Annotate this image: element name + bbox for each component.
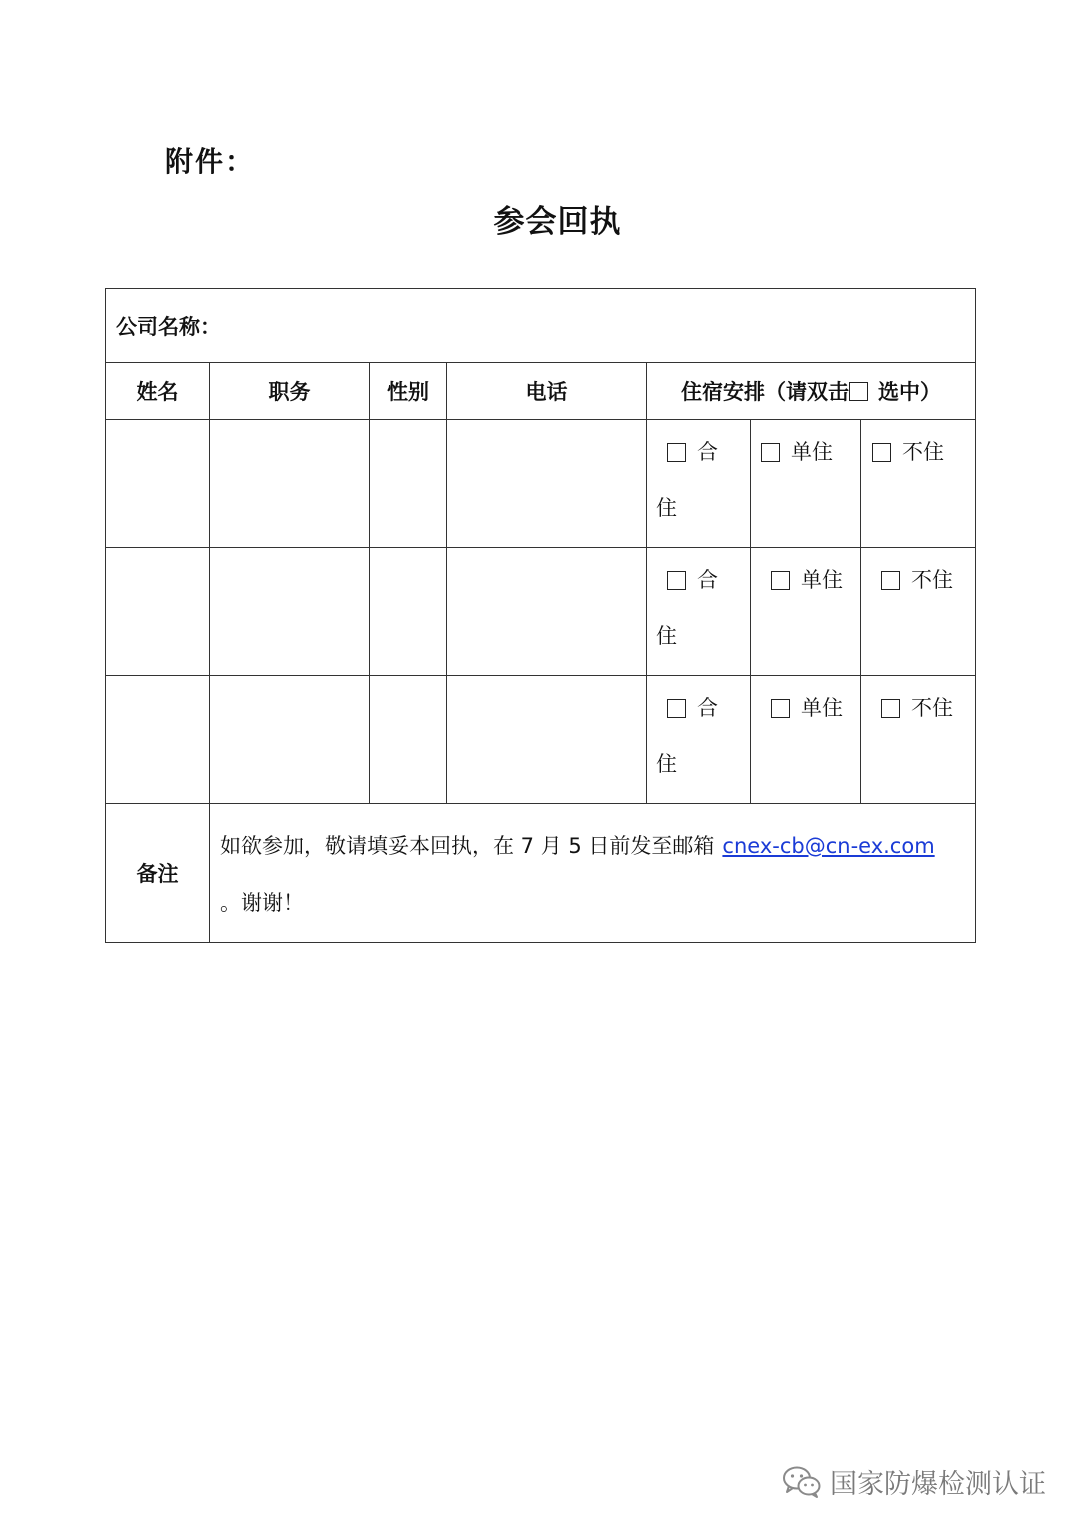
option-none[interactable] [861, 548, 976, 676]
option-shared-suffix: 住 [656, 496, 677, 520]
checkbox-none[interactable] [872, 443, 891, 462]
option-shared-suffix: 住 [656, 624, 677, 648]
company-name-field[interactable] [106, 289, 976, 363]
option-single[interactable] [751, 548, 861, 676]
header-gender: 性别 [370, 363, 447, 420]
header-phone: 电话 [447, 363, 647, 420]
checkbox-shared[interactable] [667, 571, 686, 590]
option-single-label: 单住 [801, 568, 843, 592]
checkbox-icon [849, 382, 868, 401]
option-single[interactable] [751, 676, 861, 804]
option-single-label: 单住 [791, 440, 833, 464]
header-position: 职务 [210, 363, 370, 420]
option-shared[interactable] [647, 420, 751, 548]
wechat-icon [782, 1465, 822, 1499]
option-shared-suffix: 住 [656, 752, 677, 776]
checkbox-shared[interactable] [667, 699, 686, 718]
checkbox-single[interactable] [771, 571, 790, 590]
position-cell[interactable] [210, 676, 370, 804]
table-row [106, 548, 976, 676]
email-link[interactable]: cnex-cb@cn-ex.com [722, 834, 935, 858]
table-header-row [106, 363, 976, 420]
option-shared-label: 合 [697, 696, 718, 720]
option-none-label: 不住 [902, 440, 944, 464]
checkbox-none[interactable] [881, 571, 900, 590]
name-cell[interactable] [106, 676, 210, 804]
table-row [106, 420, 976, 548]
remarks-label: 备注 [106, 804, 210, 943]
header-lodging-label: 住宿安排（请双击 [681, 380, 850, 404]
checkbox-single[interactable] [771, 699, 790, 718]
option-none[interactable] [861, 420, 976, 548]
phone-cell[interactable] [447, 676, 647, 804]
gender-cell[interactable] [370, 420, 447, 548]
watermark [782, 1462, 1046, 1501]
position-cell[interactable] [210, 548, 370, 676]
option-none-label: 不住 [911, 568, 953, 592]
option-shared-label: 合 [697, 568, 718, 592]
option-single[interactable] [751, 420, 861, 548]
option-single-label: 单住 [801, 696, 843, 720]
checkbox-single[interactable] [761, 443, 780, 462]
remarks-row [106, 804, 976, 943]
option-none-label: 不住 [911, 696, 953, 720]
phone-cell[interactable] [447, 548, 647, 676]
header-name: 姓名 [106, 363, 210, 420]
header-lodging-suffix: 选中） [878, 380, 942, 404]
rsvp-form-table [105, 288, 976, 943]
phone-cell[interactable] [447, 420, 647, 548]
option-none[interactable] [861, 676, 976, 804]
option-shared-label: 合 [697, 440, 718, 464]
option-shared[interactable] [647, 548, 751, 676]
document-title: 参会回执 [493, 204, 622, 240]
header-lodging [647, 363, 976, 420]
watermark-text: 国家防爆检测认证 [830, 1469, 1046, 1500]
remarks-text: 如欲参加，敬请填妥本回执，在 7 月 5 日前发至邮箱 [220, 834, 715, 858]
remarks-content [210, 804, 976, 943]
table-row [106, 676, 976, 804]
checkbox-shared[interactable] [667, 443, 686, 462]
remarks-closing: 。谢谢！ [220, 891, 304, 915]
company-name-label: 公司名称： [116, 314, 221, 339]
name-cell[interactable] [106, 420, 210, 548]
name-cell[interactable] [106, 548, 210, 676]
attachment-label: 附件： [165, 145, 256, 178]
position-cell[interactable] [210, 420, 370, 548]
checkbox-none[interactable] [881, 699, 900, 718]
gender-cell[interactable] [370, 676, 447, 804]
option-shared[interactable] [647, 676, 751, 804]
gender-cell[interactable] [370, 548, 447, 676]
